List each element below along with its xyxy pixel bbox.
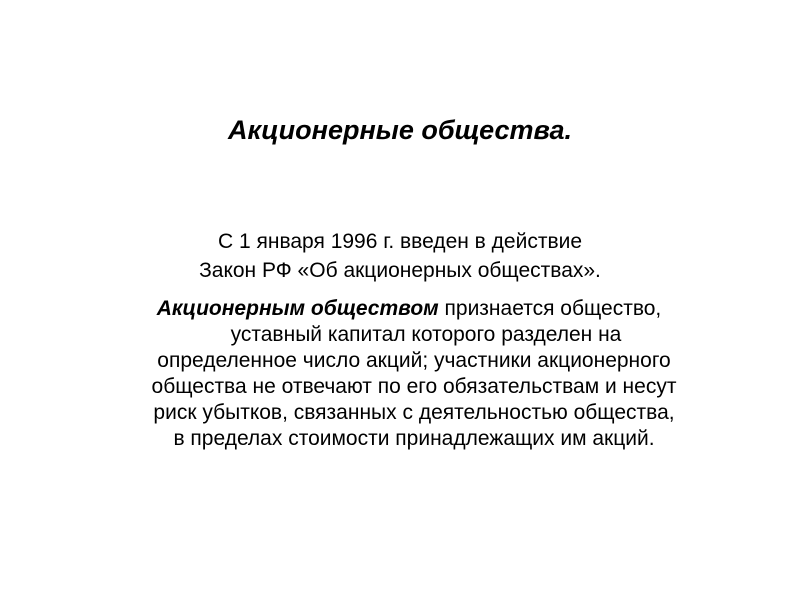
definition-first-line-rest: признается общество, <box>438 297 662 320</box>
definition-term: Акционерным обществом <box>156 297 439 320</box>
definition-paragraph <box>74 296 754 452</box>
definition-line: в пределах стоимости принадлежащих им акций. <box>173 427 655 450</box>
definition-first-line <box>64 296 754 322</box>
definition-line: уставный капитал которого разделен на <box>230 323 622 346</box>
intro-line: Закон РФ «Об акционерных обществах». <box>199 259 601 282</box>
slide-title: Акционерные общества. <box>228 115 572 145</box>
intro-line: С 1 января 1996 г. введен в действие <box>217 230 583 253</box>
intro-text <box>0 227 800 285</box>
definition-line: риск убытков, связанных с деятельностью общества, <box>153 401 675 424</box>
definition-line: определенное число акций; участники акционерного <box>157 349 671 372</box>
definition-line: общества не отвечают по его обязательствам и несут <box>151 375 677 398</box>
